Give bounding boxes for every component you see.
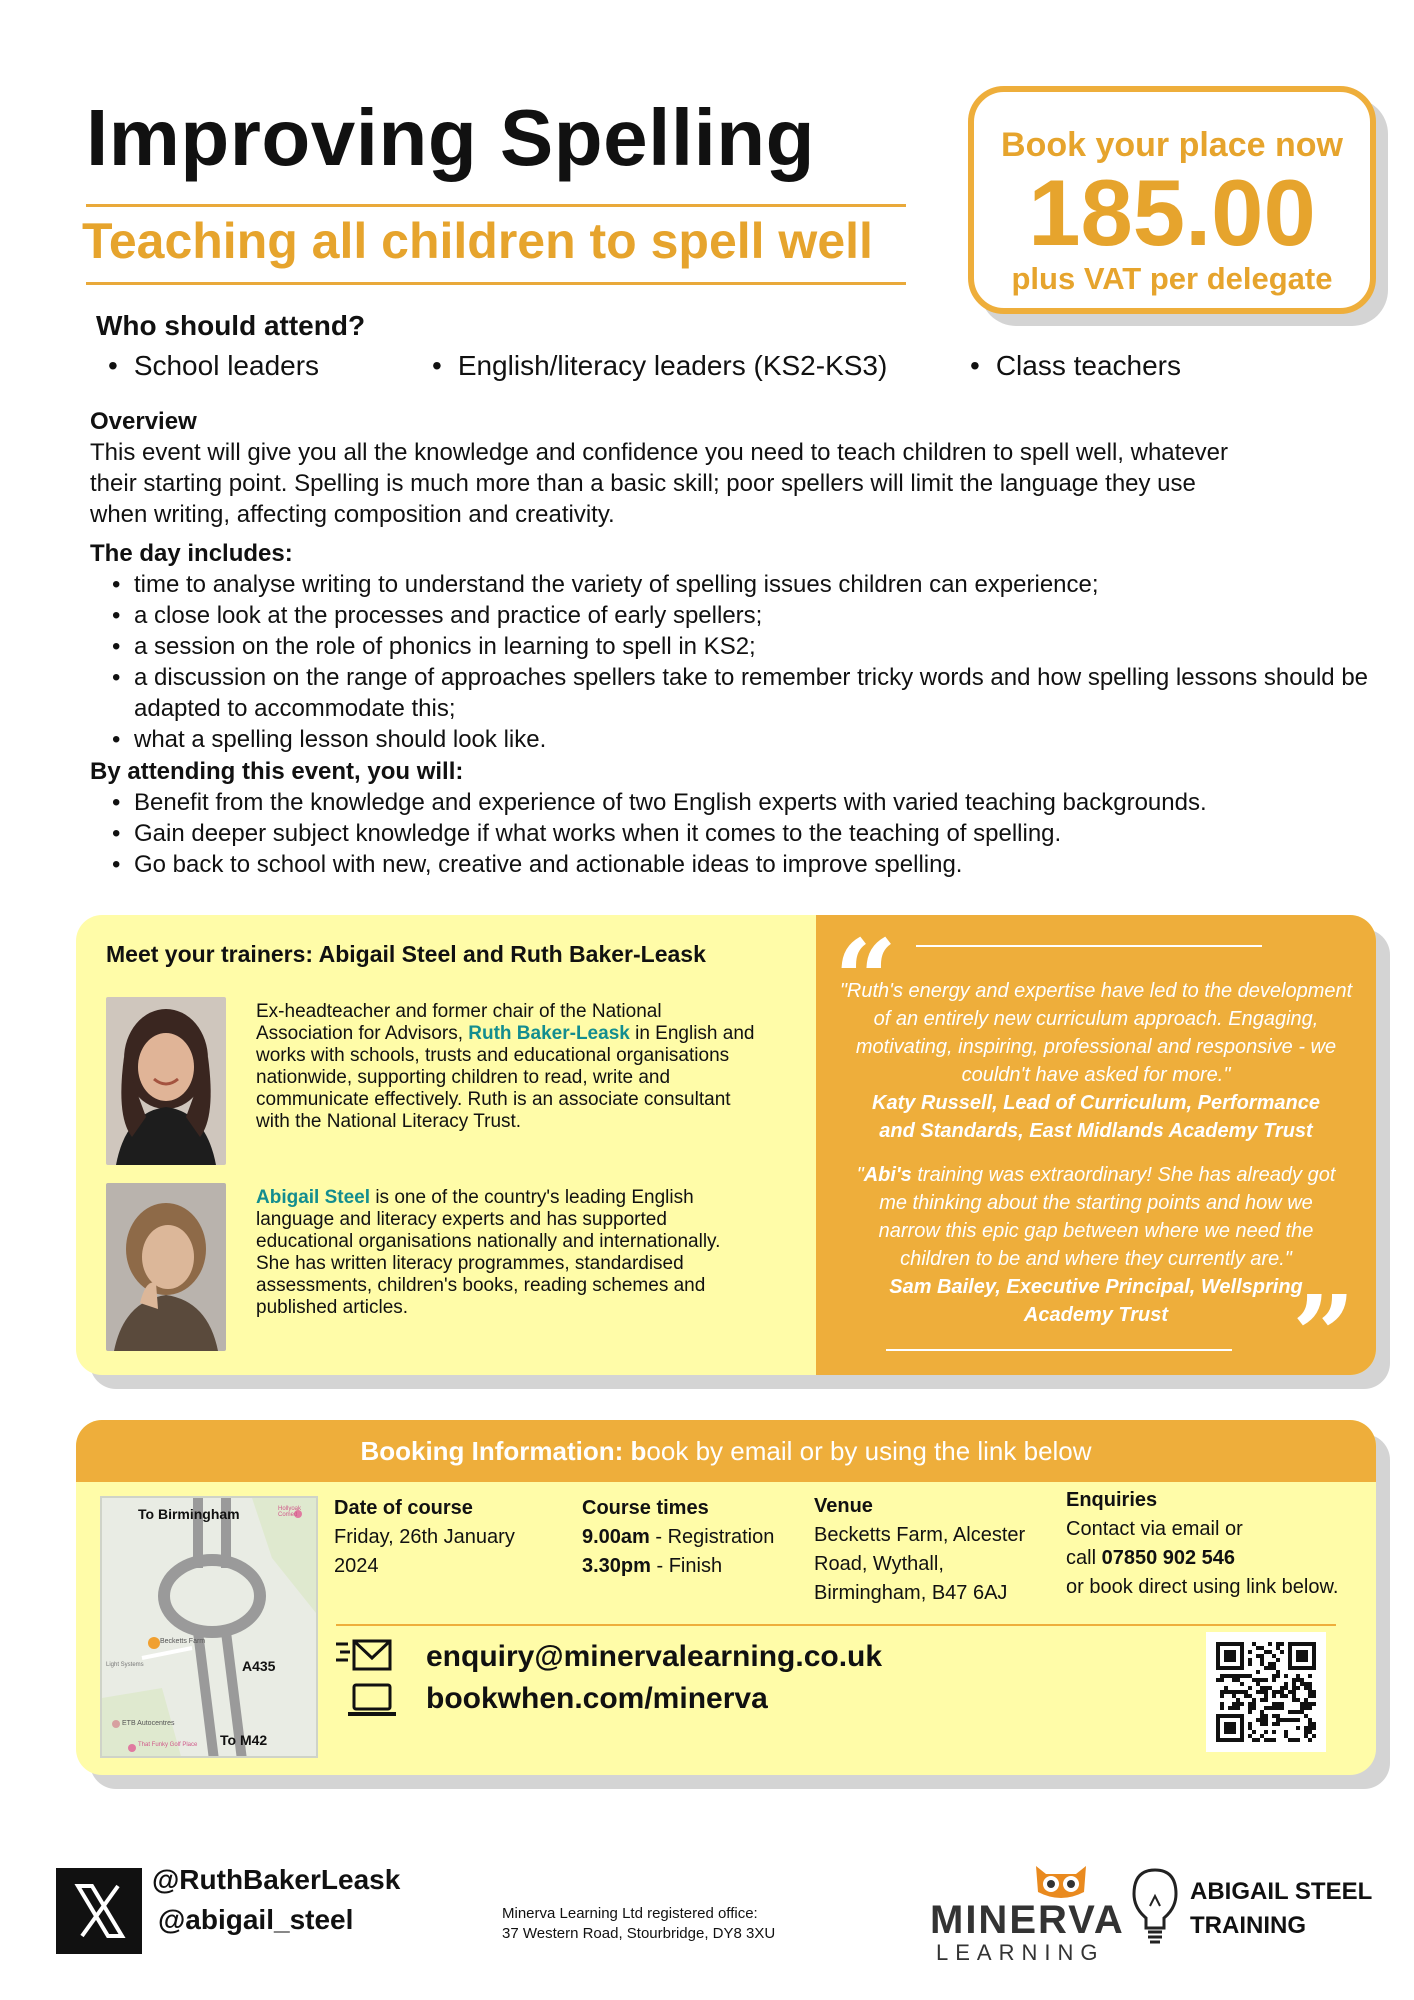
email-link[interactable]: enquiry@minervalearning.co.uk — [426, 1640, 883, 1673]
map-label: To Birmingham — [138, 1506, 240, 1522]
price-amount: 185.00 — [1028, 160, 1316, 265]
overview-text: when writing, affecting composition and creativity. — [90, 501, 615, 528]
booking-title: Booking Information: b — [360, 1436, 647, 1466]
page-subtitle: Teaching all children to spell well — [82, 213, 873, 269]
minerva-wordmark: MINERVA — [930, 1898, 1125, 1942]
price-box — [968, 86, 1376, 314]
booking-subtitle: ook by email or by using the link below — [646, 1436, 1092, 1466]
venue-text: Becketts Farm, Alcester — [814, 1524, 1026, 1546]
enquiries-column — [1066, 1486, 1338, 1602]
date-value: 2024 — [334, 1555, 379, 1577]
registered-office — [502, 1904, 775, 1944]
trainer-name: Ruth Baker-Leask — [468, 1023, 630, 1044]
book-now-label: Book your place now — [1001, 126, 1343, 164]
venue-column — [814, 1492, 1025, 1608]
list-item: • time to analyse writing to understand the variety of spelling issues children can experience; — [134, 569, 1390, 600]
time-value: 9.00am — [582, 1526, 650, 1548]
audience-item: • English/literacy leaders (KS2-KS3) — [432, 350, 887, 382]
times-heading: Course times — [582, 1497, 709, 1519]
booking-panel — [76, 1420, 1376, 1775]
venue-map — [100, 1496, 318, 1758]
list-item: • Go back to school with new, creative and actionable ideas to improve spelling. — [134, 849, 1390, 880]
bio-text: is one of the country's leading English language and literacy experts and has supported educational organisations nationally and internationally. She has written literacy programmes, standardised assessments, children's books, reading schemes and published articles. — [256, 1187, 721, 1318]
email-icon — [336, 1638, 392, 1679]
day-heading: The day includes: — [90, 540, 293, 567]
testimonial-1 — [836, 977, 1356, 1145]
enquiries-text: call — [1066, 1547, 1102, 1569]
list-item: • Gain deeper subject knowledge if what works when it comes to the teaching of spelling. — [134, 818, 1390, 849]
list-item: • a close look at the processes and practice of early spellers; — [134, 600, 1390, 631]
attend-section — [90, 756, 1390, 880]
date-heading: Date of course — [334, 1497, 473, 1519]
map-label: A435 — [242, 1658, 276, 1674]
qr-code[interactable] — [1206, 1632, 1326, 1752]
trainer-name: Abigail Steel — [256, 1187, 371, 1208]
price-vat-label: plus VAT per delegate — [1011, 261, 1333, 296]
bio-text: in English and works with schools, trusts and educational organisations nationwide, supporting children to read, write and communicate effectively. Ruth is an associate consultant with the National Literacy Trust. — [256, 1023, 755, 1132]
divider — [336, 1624, 1336, 1626]
audience-item: • School leaders — [108, 350, 319, 382]
map-label: Hollyoak Comed — [278, 1506, 302, 1518]
list-item: • a discussion on the range of approaches spellers take to remember tricky words and how spelling lessons should be adapted to accommodate this; — [134, 662, 1374, 724]
registered-office-line: Minerva Learning Ltd registered office: — [502, 1905, 758, 1922]
audience-item: • Class teachers — [970, 350, 1181, 382]
phone-number[interactable]: 07850 902 546 — [1101, 1547, 1236, 1569]
overview-section — [90, 406, 1228, 530]
booking-header — [76, 1420, 1376, 1482]
trainers-heading: Meet your trainers: Abigail Steel and Ruth Baker-Leask — [106, 941, 706, 967]
audience-heading: Who should attend? — [96, 310, 366, 341]
list-item: • what a spelling lesson should look like. — [134, 724, 1390, 755]
attend-heading: By attending this event, you will: — [90, 758, 464, 785]
abigail-photo — [106, 1183, 226, 1351]
venue-heading: Venue — [814, 1495, 873, 1517]
lightbulb-icon — [1130, 1866, 1180, 1950]
quote-text: " — [856, 1164, 864, 1186]
booking-link[interactable]: bookwhen.com/minerva — [426, 1682, 768, 1715]
close-quote-icon: ” — [1292, 1271, 1356, 1375]
quote-author: Katy Russell, Lead of Curriculum, Performance and Standards, East Midlands Academy Trust — [872, 1092, 1320, 1142]
map-label: ETB Autocentres — [122, 1720, 175, 1727]
map-label: Becketts Farm — [160, 1638, 206, 1645]
testimonial-2 — [836, 1161, 1356, 1329]
ast-wordmark-sub: TRAINING — [1190, 1912, 1306, 1939]
registered-office-line: 37 Western Road, Stourbridge, DY8 3XU — [502, 1925, 776, 1942]
twitter-handle-abigail[interactable]: @abigail_steel — [158, 1904, 354, 1935]
x-logo-icon[interactable] — [56, 1868, 142, 1954]
laptop-icon — [346, 1682, 398, 1723]
page-title: Improving Spelling — [86, 93, 816, 182]
divider — [886, 1349, 1232, 1351]
map-label: That Funky Golf Place — [138, 1742, 198, 1748]
time-value: 3.30pm — [582, 1555, 651, 1577]
list-item: • a session on the role of phonics in learning to spell in KS2; — [134, 631, 1390, 662]
ruth-photo — [106, 997, 226, 1165]
owl-icon — [1026, 1862, 1096, 1902]
map-label: To M42 — [220, 1732, 268, 1748]
open-quote-icon: “ — [834, 915, 898, 1044]
venue-text: Road, Wythall, — [814, 1553, 944, 1575]
quote-name: Abi's — [863, 1164, 912, 1186]
ast-wordmark: ABIGAIL STEEL — [1190, 1878, 1373, 1905]
quote-author: Sam Bailey, Executive Principal, Wellspring Academy Trust — [889, 1276, 1303, 1326]
time-label: - Finish — [650, 1555, 723, 1577]
abigail-bio — [256, 1187, 756, 1319]
minerva-wordmark-sub: LEARNING — [936, 1940, 1105, 1965]
quote-text: training was extraordinary! She has already got me thinking about the starting points and how we narrow this epic gap between where we need the children to be and where they currently are." — [878, 1164, 1336, 1270]
enquiries-text: Contact via email or — [1066, 1518, 1243, 1540]
trainers-panel — [76, 915, 1376, 1375]
map-label: Light Systems — [106, 1662, 144, 1668]
bio-text: Ex-headteacher and former chair of the National Association for Advisors, — [256, 1001, 662, 1044]
divider — [86, 204, 906, 207]
time-label: - Registration — [649, 1526, 775, 1548]
venue-text: Birmingham, B47 6AJ — [814, 1582, 1008, 1604]
day-section — [90, 538, 1390, 755]
enquiries-heading: Enquiries — [1066, 1489, 1158, 1511]
times-column — [582, 1494, 774, 1581]
overview-heading: Overview — [90, 408, 197, 435]
divider — [86, 282, 906, 285]
date-value: Friday, 26th January — [334, 1526, 515, 1548]
quote-text: "Ruth's energy and expertise have led to the development of an entirely new curriculum approach. Engaging, motivating, inspiring, professional and responsive - we couldn't have asked for more." — [839, 980, 1353, 1086]
list-item: • Benefit from the knowledge and experience of two English experts with varied teaching backgrounds. — [134, 787, 1390, 818]
enquiries-text: or book direct using link below. — [1066, 1576, 1339, 1598]
date-column — [334, 1494, 515, 1581]
divider — [916, 945, 1262, 947]
overview-text: their starting point. Spelling is much more than a basic skill; poor spellers will limit the language they use — [90, 470, 1196, 497]
overview-text: This event will give you all the knowledge and confidence you need to teach children to spell well, whatever — [90, 439, 1229, 466]
twitter-handle-ruth[interactable]: @RuthBakerLeask — [152, 1864, 401, 1895]
testimonials-panel — [816, 915, 1376, 1375]
ruth-bio — [256, 1001, 756, 1133]
